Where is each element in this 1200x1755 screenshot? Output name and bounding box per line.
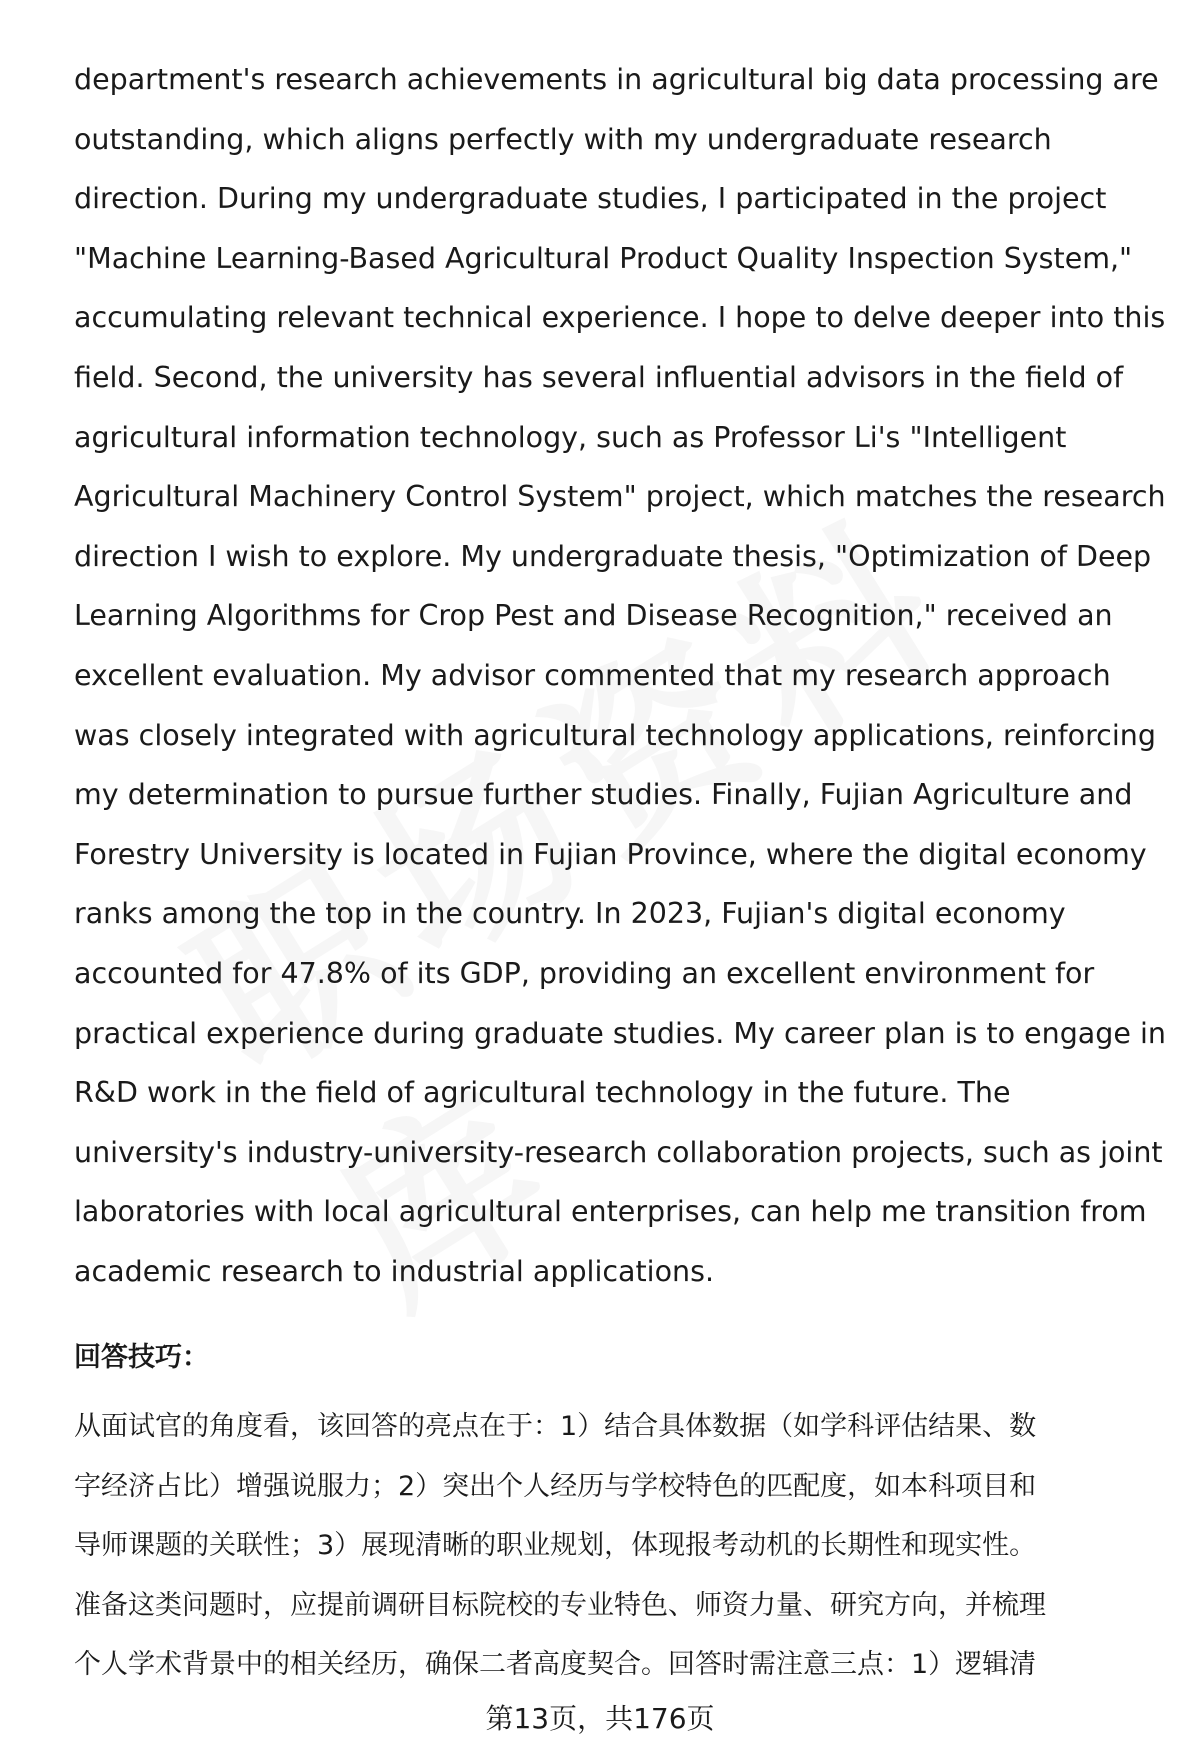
text-line: Learning Algorithms for Crop Pest and Disease Recognition," received an [74,599,1113,633]
text-line: excellent evaluation. My advisor commented that my research approach [74,658,1111,692]
text-line: ranks among the top in the country. In 2023, Fujian's digital economy [74,897,1066,931]
text-line: R&D work in the field of agricultural technology in the future. The [74,1076,1011,1110]
text-line: 从面试官的角度看，该回答的亮点在于：1）结合具体数据（如学科评估结果、数 [74,1411,1037,1442]
page-number: 第13页，共176页 [485,1702,715,1735]
text-line: accumulating relevant technical experience. I hope to delve deeper into this [74,301,1166,335]
text-line: agricultural information technology, such as Professor Li's "Intelligent [74,420,1067,454]
text-line: my determination to pursue further studies. Finally, Fujian Agriculture and [74,778,1133,812]
text-line: department's research achievements in agricultural big data processing are [74,63,1159,96]
text-line: laboratories with local agricultural enterprises, can help me transition from [74,1195,1147,1229]
text-line: 字经济占比）增强说服力；2）突出个人经历与学校特色的匹配度，如本科项目和 [74,1470,1037,1502]
text-line: practical experience during graduate studies. My career plan is to engage in [74,1016,1166,1050]
text-line: academic research to industrial applications. [74,1254,715,1288]
text-line: Forestry University is located in Fujian Province, where the digital economy [74,837,1147,871]
body-paragraph [74,50,1164,1301]
text-line: field. Second, the university has several influential advisors in the field of [74,360,1124,394]
text-line: university's industry-university-research collaboration projects, such as joint [74,1135,1163,1169]
text-line: accounted for 47.8% of its GDP, providing an excellent environment for [74,956,1095,990]
text-line: direction I wish to explore. My undergraduate thesis, "Optimization of Deep [74,539,1152,573]
tips-heading: 回答技巧： [74,1342,209,1373]
text-line: 导师课题的关联性；3）展现清晰的职业规划，体现报考动机的长期性和现实性。 [74,1530,1037,1562]
text-line: 准备这类问题时，应提前调研目标院校的专业特色、师资力量、研究方向，并梳理 [74,1589,1046,1621]
text-line: was closely integrated with agricultural technology applications, reinforcing [74,718,1156,752]
text-line: Agricultural Machinery Control System" project, which matches the research [74,480,1166,514]
text-line: 个人学术背景中的相关经历，确保二者高度契合。回答时需注意三点：1）逻辑清 [74,1649,1037,1681]
text-line: "Machine Learning-Based Agricultural Product Quality Inspection System," [74,241,1133,275]
text-line: outstanding, which aligns perfectly with my undergraduate research [74,122,1052,156]
text-line: direction. During my undergraduate studies, I participated in the project [74,182,1107,216]
tips-paragraph [74,1397,1164,1695]
